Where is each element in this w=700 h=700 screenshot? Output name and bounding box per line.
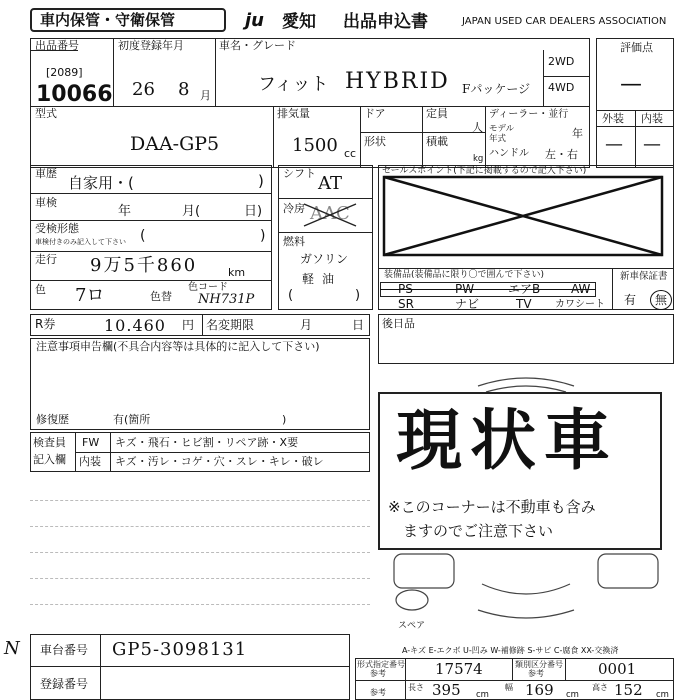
attachments-label: 後日品 <box>382 317 415 330</box>
displacement-unit: cc <box>344 147 357 160</box>
association-english: JAPAN USED CAR DEALERS ASSOCIATION <box>462 16 667 27</box>
load-unit: kg <box>473 154 484 164</box>
warranty-label: 新車保証書 <box>620 271 668 282</box>
equip-airbag: エアB <box>508 282 541 296</box>
inspection-year: 年 <box>118 204 132 219</box>
chassis-label: 車台番号 <box>40 643 89 657</box>
sales-cross-box <box>382 175 664 257</box>
warranty-yes: 有 <box>624 293 637 307</box>
tax-row <box>30 314 370 336</box>
fw-text: キズ・飛石・ヒビ割・リペア跡・X要 <box>115 436 299 449</box>
color-code-value: NH731P <box>198 292 255 307</box>
score-value: — <box>620 72 642 97</box>
length-value: 395 <box>432 681 461 699</box>
height-unit: cm <box>656 690 669 700</box>
capacity-unit: 人 <box>472 121 483 134</box>
height-value: 152 <box>614 681 643 699</box>
lot-number: 10066 <box>36 82 113 107</box>
score-label: 評価点 <box>620 41 653 54</box>
as-is-title: 現状車 <box>396 402 618 479</box>
tone-label: 色替 <box>150 290 172 303</box>
handle-label: ハンドル <box>489 148 529 159</box>
equip-tv: TV <box>516 297 532 311</box>
width-label: 幅 <box>505 683 513 692</box>
receipt-close: ) <box>260 228 266 244</box>
ac-label: 冷房 <box>283 202 305 215</box>
car-name-value: フィット <box>258 74 329 95</box>
model-label: 型式 <box>35 107 57 120</box>
interior-value: — <box>643 134 661 155</box>
class-number-sub: 参考 <box>528 669 544 678</box>
fw-label: FW <box>82 436 100 449</box>
equip-pw: PW <box>455 282 475 296</box>
equipment-label: 装備品(装備品に限り〇で囲んで下さい) <box>384 270 545 280</box>
receipt-label: 受検形態 <box>35 222 79 235</box>
class-number-label: 類別区分番号 <box>515 660 563 669</box>
history-close: ) <box>258 172 264 190</box>
mileage-label: 走行 <box>35 253 57 266</box>
as-is-note-1: ※このコーナーは不動車も含み <box>388 498 596 516</box>
color-code-label: 色コード <box>188 282 228 293</box>
model-value: DAA-GP5 <box>130 133 220 155</box>
ju-logo: ju <box>245 10 264 31</box>
interior-inspect-label: 内装 <box>79 455 101 468</box>
color-value: 7ロ <box>75 285 105 306</box>
fuel-diesel: 軽油 <box>302 272 343 286</box>
ref-label: 参考 <box>370 688 386 697</box>
package-value: Fパッケージ <box>462 82 531 96</box>
fuel-gasoline: ガソリン <box>300 252 349 266</box>
equip-sr: SR <box>398 297 414 311</box>
capacity-label: 定員 <box>426 107 448 120</box>
repair-value: 有(箇所 <box>113 413 151 426</box>
door-label: ドア <box>364 107 386 120</box>
tax-unit: 円 <box>182 318 195 332</box>
storage-badge-text: 車内保管・守衛保管 <box>40 11 176 29</box>
fuel-open: ( <box>288 288 294 303</box>
repair-close: ) <box>282 413 287 426</box>
equip-aw: AW <box>571 282 591 296</box>
chassis-number: GP5-3098131 <box>112 639 248 660</box>
name-change-month: 月 <box>300 318 313 332</box>
shape-label: 形状 <box>364 135 386 148</box>
exterior-value: — <box>605 134 623 155</box>
mileage-value: 9万5千860 <box>90 255 198 276</box>
equip-seat: カワシート <box>555 299 605 310</box>
drive-2wd: 2WD <box>548 55 575 68</box>
mileage-unit: km <box>228 266 246 279</box>
inspection-day: 日) <box>244 204 263 219</box>
receipt-note: 車検付きのみ記入して下さい <box>35 238 126 246</box>
dealer-label: ディーラー・並行 <box>489 109 569 120</box>
plate-label: 登録番号 <box>40 677 89 691</box>
registration-month-unit: 月 <box>200 89 211 102</box>
fuel-close: ) <box>355 288 361 303</box>
inspection-label: 車検 <box>35 196 57 209</box>
as-is-note-2: ますのでご注意下さい <box>403 522 554 540</box>
load-label: 積載 <box>426 135 448 148</box>
name-change-label: 名変期限 <box>206 318 255 332</box>
type-number-sub: 参考 <box>370 669 386 678</box>
tax-value: 10.460 <box>104 316 166 335</box>
height-label: 高さ <box>592 683 608 692</box>
model-year-label-2: 年式 <box>489 134 507 144</box>
ac-cross-out <box>300 200 360 230</box>
car-name-label: 車名・グレード <box>219 39 296 52</box>
damage-legend: A-キズ E-エクボ U-凹み W-補修跡 S-サビ C-腐食 XX-交換済 <box>402 646 619 655</box>
history-label: 車歴 <box>35 167 57 180</box>
lot-number-label: 出品番号 <box>35 39 79 52</box>
registration-month: 8 <box>178 79 190 100</box>
equip-navi: ナビ <box>455 297 480 311</box>
shift-label: シフト <box>283 167 316 180</box>
length-label: 長さ <box>408 683 424 692</box>
year-unit: 年 <box>572 127 583 140</box>
spare-label: スペア <box>398 621 426 631</box>
history-value: 自家用・( <box>68 174 134 192</box>
type-number-label: 形式指定番号 <box>357 660 405 669</box>
fuel-label: 燃料 <box>283 235 305 248</box>
lot-number-small: [2089] <box>46 66 83 79</box>
form-title: 出品申込書 <box>343 12 428 32</box>
type-number: 17574 <box>435 660 483 678</box>
displacement-label: 排気量 <box>277 107 310 120</box>
equipment-strike <box>380 289 596 290</box>
inspector-label: 検査員 <box>33 436 66 449</box>
first-registration-label: 初度登録年月 <box>118 39 184 52</box>
equip-ps: PS <box>398 282 413 296</box>
inspector-label-2: 記入欄 <box>33 453 66 466</box>
interior-inspect-text: キズ・汚レ・コゲ・穴・スレ・キレ・破レ <box>115 455 324 468</box>
margin-mark: N <box>4 638 20 659</box>
association-name: 愛知 <box>282 12 316 32</box>
exterior-label: 外装 <box>602 112 624 125</box>
handle-value: 左・右 <box>545 148 578 161</box>
grade-value: HYBRID <box>345 69 450 94</box>
name-change-day: 日 <box>352 318 365 332</box>
warranty-no: 無 <box>655 293 668 307</box>
drive-4wd: 4WD <box>548 81 575 94</box>
class-number: 0001 <box>598 660 637 678</box>
notes-title: 注意事項申告欄(不具合内容等は具体的に記入して下さい) <box>36 340 320 353</box>
ac-value: AAC <box>310 203 350 224</box>
width-unit: cm <box>566 690 579 700</box>
displacement-value: 1500 <box>292 135 338 156</box>
inspection-month: 月( <box>182 204 201 219</box>
interior-label: 内装 <box>641 112 663 125</box>
attachments-box <box>378 314 674 364</box>
shift-value: AT <box>318 173 343 194</box>
length-unit: cm <box>476 690 489 700</box>
sales-point-label: セールスポイント(下記に掲載するので記入下さい) <box>382 166 587 176</box>
registration-year: 26 <box>132 79 155 100</box>
tax-label: R券 <box>35 317 56 331</box>
receipt-open: ( <box>140 228 146 244</box>
model-year-label: モデル <box>489 124 515 134</box>
width-value: 169 <box>525 681 554 699</box>
color-label: 色 <box>35 283 46 296</box>
repair-label: 修復歴 <box>36 413 69 426</box>
